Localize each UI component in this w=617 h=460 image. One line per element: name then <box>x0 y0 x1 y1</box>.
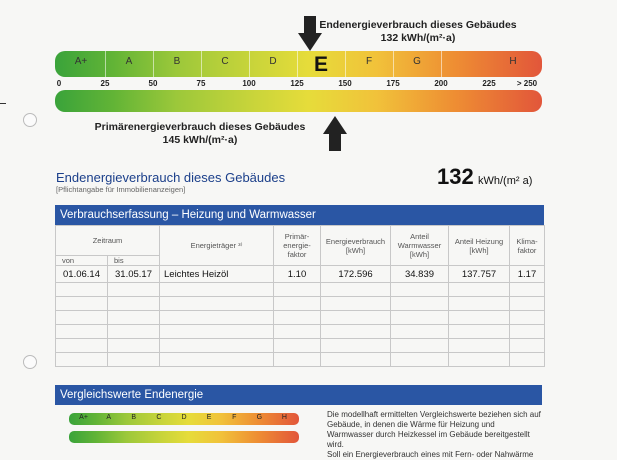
scale-tick-label: > 250 <box>516 79 538 88</box>
cell-anteil-warmwasser: 34.839 <box>391 266 449 283</box>
scale-tick-label: 200 <box>434 79 448 88</box>
punch-hole-icon <box>23 113 37 127</box>
cell-von: 01.06.14 <box>56 266 108 283</box>
scale-tick-label: 25 <box>100 79 110 88</box>
table-row <box>56 311 545 325</box>
table-row <box>56 283 545 297</box>
cell-verbrauch: 172.596 <box>321 266 391 283</box>
end-energy-unit: kWh/(m² a) <box>478 175 533 187</box>
header-energietraeger: Energieträger ³⁾ <box>160 226 274 266</box>
primary-energy-label-line1: Primärenergieverbrauch dieses Gebäudes <box>94 121 306 133</box>
header-zeitraum: Zeitraum <box>56 226 160 256</box>
consumption-table <box>55 225 545 367</box>
end-energy-label-value: 132 kWh/(m²·a) <box>380 32 456 44</box>
class-label-g: G <box>413 56 421 67</box>
header-von: von <box>56 256 108 266</box>
comparison-scale-lower <box>69 431 299 443</box>
header-anteil-heizung: Anteil Heizung [kWh] <box>449 226 510 266</box>
table-row <box>56 266 545 283</box>
header-bis: bis <box>108 256 160 266</box>
cell-anteil-heizung: 137.757 <box>449 266 510 283</box>
end-energy-value: 132 <box>437 164 474 189</box>
section-title: Endenergieverbrauch dieses Gebäudes <box>56 170 286 185</box>
class-label-h: H <box>509 56 517 67</box>
comparison-title: Vergleichswerte Endenergie <box>55 385 542 405</box>
cell-faktor: 1.10 <box>274 266 321 283</box>
header-anteil-warmwasser: Anteil Warmwasser [kWh] <box>391 226 449 266</box>
consumption-table-title: Verbrauchserfassung – Heizung und Warmwasser <box>55 205 544 225</box>
comparison-class-g: G <box>256 414 263 421</box>
class-separator <box>105 51 106 77</box>
primary-energy-scale <box>55 90 542 112</box>
scale-tick-label: 75 <box>196 79 206 88</box>
class-label-c: C <box>221 56 229 67</box>
class-separator <box>297 51 298 77</box>
comparison-class-e: E <box>206 414 212 421</box>
class-separator <box>345 51 346 77</box>
table-row <box>56 353 545 367</box>
header-klimafaktor: Klima- faktor <box>510 226 545 266</box>
table-row <box>56 325 545 339</box>
class-label-a: A <box>125 56 133 67</box>
scale-tick-label: 0 <box>56 79 62 88</box>
end-energy-label <box>318 19 518 45</box>
class-separator <box>441 51 442 77</box>
class-label-d: D <box>269 56 277 67</box>
primary-energy-arrow-icon <box>323 115 347 151</box>
scale-tick-label: 100 <box>242 79 256 88</box>
table-row <box>56 339 545 353</box>
table-row <box>56 297 545 311</box>
comparison-description: Die modellhaft ermittelten Vergleichswerte beziehen sich auf Gebäude, in denen die Wärme für Heizung und Warmwasser durch Heizkessel im Gebäude bereitgestellt wird. Soll ein Energieverbrauch eines mit Fern- oder Nahwärme <box>327 410 541 459</box>
cell-klimafaktor: 1.17 <box>510 266 545 283</box>
header-energieverbrauch: Energieverbrauch [kWh] <box>321 226 391 266</box>
primary-energy-label-value: 145 kWh/(m²·a) <box>162 134 238 146</box>
class-label-aplus: A+ <box>74 56 88 67</box>
scale-tick-label: 150 <box>338 79 352 88</box>
scale-tick-label: 50 <box>148 79 158 88</box>
class-separator <box>393 51 394 77</box>
scale-tick-label: 175 <box>386 79 400 88</box>
class-separator <box>153 51 154 77</box>
class-label-b: B <box>173 56 181 67</box>
class-label-e: E <box>313 53 329 76</box>
primary-energy-label <box>90 121 310 147</box>
comparison-class-d: D <box>181 414 187 421</box>
comparison-class-aplus: A+ <box>79 414 88 421</box>
punch-hole-icon <box>23 355 37 369</box>
class-separator <box>249 51 250 77</box>
header-primaerenergiefaktor: Primär- energie- faktor <box>274 226 321 266</box>
end-energy-label-line1: Endenergieverbrauch dieses Gebäudes <box>319 19 517 31</box>
class-label-f: F <box>365 56 373 67</box>
scale-tick-label: 125 <box>290 79 304 88</box>
class-separator <box>201 51 202 77</box>
cell-bis: 31.05.17 <box>108 266 160 283</box>
comparison-class-f: F <box>232 414 237 421</box>
comparison-class-b: B <box>131 414 137 421</box>
comparison-class-h: H <box>281 414 287 421</box>
comparison-class-a: A <box>106 414 111 421</box>
scale-tick-label: 225 <box>482 79 496 88</box>
section-subtitle: [Pflichtangabe für Immobilienanzeigen] <box>56 185 186 194</box>
cell-energietraeger: Leichtes Heizöl <box>160 266 274 283</box>
fold-mark <box>0 103 6 104</box>
comparison-class-c: C <box>156 414 162 421</box>
